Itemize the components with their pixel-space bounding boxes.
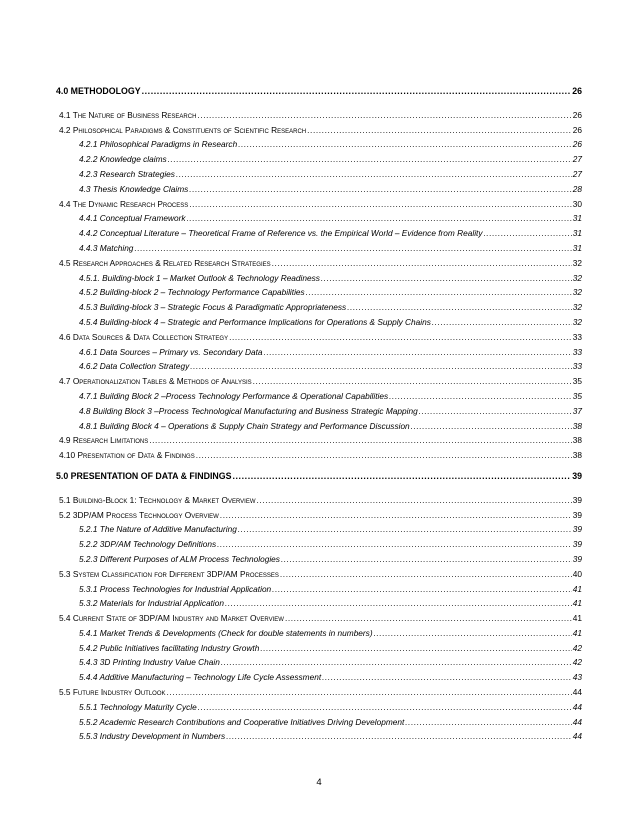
toc-section-entry[interactable] [56, 197, 582, 212]
toc-entry-page: 38 [572, 435, 582, 446]
toc-entry-label: 5.5.3 Industry Development in Numbers [79, 731, 226, 742]
toc-dot-leader [197, 108, 571, 123]
toc-entry-label: 4.8.1 Building Block 4 – Operations & Supply Chain Strategy and Performance Discussion [79, 420, 410, 431]
toc-entry-label: 4.5.4 Building-block 4 – Strategic and Performance Implications for Operations & Supply Chains [79, 316, 431, 327]
toc-entry-page: 38 [572, 420, 582, 431]
toc-entry-label: 4.3 Thesis Knowledge Claims [79, 183, 189, 194]
toc-entry-label: 5.2.1 The Nature of Additive Manufacturing [79, 524, 237, 535]
toc-dot-leader [189, 197, 572, 212]
toc-dot-leader [272, 582, 572, 597]
toc-entry-page: 37 [572, 405, 582, 416]
toc-entry-label: 5.5.2 Academic Research Contributions and Cooperative Initiatives Driving Development [79, 716, 405, 727]
toc-chapter-entry[interactable] [56, 469, 582, 484]
toc-entry-page: 31 [572, 242, 582, 253]
toc-section-entry[interactable] [56, 493, 582, 508]
toc-entry-label: 4.7.1 Building Block 2 –Process Technology Performance & Operational Capabilities [79, 390, 389, 401]
toc-dot-leader [321, 271, 572, 286]
toc-subsection-entry[interactable] [56, 641, 582, 656]
toc-dot-leader [167, 685, 572, 700]
toc-dot-leader [229, 330, 572, 345]
toc-entry-label: 4.5.2 Building-block 2 – Technology Performance Capabilities [79, 287, 305, 298]
toc-dot-leader [419, 404, 572, 419]
toc-entry-label: 5.4.1 Market Trends & Developments (Check for double statements in numbers) [79, 627, 373, 638]
toc-dot-leader [225, 596, 572, 611]
toc-entry-page: 32 [572, 272, 582, 283]
toc-entry-page: 35 [572, 376, 582, 387]
toc-entry-label: 4.10 Presentation of Data & Findings [59, 450, 195, 461]
toc-section-entry[interactable] [56, 508, 582, 523]
toc-section-entry[interactable] [56, 108, 582, 123]
toc-section-entry[interactable] [56, 330, 582, 345]
toc-entry-label: 5.5 Future Industry Outlook [59, 687, 166, 698]
toc-subsection-entry[interactable] [56, 359, 582, 374]
toc-entry-label: 4.1 The Nature of Business Research [59, 109, 197, 120]
toc-dot-leader [149, 433, 572, 448]
toc-entry-label: 5.4 Current State of 3DP/AM Industry and Market Overview [59, 613, 284, 624]
toc-dot-leader [347, 300, 572, 315]
toc-dot-leader [285, 611, 572, 626]
toc-entry-page: 43 [572, 672, 582, 683]
toc-dot-leader [190, 359, 572, 374]
toc-entry-label: 4.2.1 Philosophical Paradigms in Research [79, 139, 238, 150]
table-of-contents [56, 84, 582, 744]
toc-subsection-entry[interactable] [56, 715, 582, 730]
toc-entry-label: 4.2.3 Research Strategies [79, 168, 175, 179]
toc-subsection-entry[interactable] [56, 729, 582, 744]
toc-dot-leader [306, 285, 572, 300]
toc-subsection-entry[interactable] [56, 655, 582, 670]
toc-entry-page: 38 [572, 450, 582, 461]
toc-dot-leader [238, 137, 572, 152]
toc-entry-page: 32 [572, 316, 582, 327]
toc-section-entry[interactable] [56, 433, 582, 448]
toc-entry-label: 5.2.2 3DP/AM Technology Definitions [79, 539, 217, 550]
toc-entry-label: 5.2.3 Different Purposes of ALM Process Technologies [79, 553, 280, 564]
toc-subsection-entry[interactable] [56, 241, 582, 256]
toc-entry-label: 5.1 Building-Block 1: Technology & Market Overview [59, 494, 256, 505]
toc-dot-leader [220, 508, 572, 523]
toc-entry-page: 32 [572, 257, 582, 268]
toc-entry-page: 30 [572, 198, 582, 209]
toc-subsection-entry[interactable] [56, 226, 582, 241]
toc-entry-label: 4.4.1 Conceptual Framework [79, 213, 186, 224]
page-number: 4 [316, 777, 322, 788]
toc-entry-page: 31 [572, 213, 582, 224]
toc-dot-leader [217, 537, 572, 552]
toc-entry-page: 33 [572, 331, 582, 342]
toc-entry-label: 4.6.1 Data Sources – Primary vs. Secondary Data [79, 346, 263, 357]
toc-entry-label: 4.5 Research Approaches & Related Research Strategies [59, 257, 271, 268]
toc-dot-leader [257, 493, 572, 508]
toc-section-entry[interactable] [56, 567, 582, 582]
toc-entry-page: 39 [572, 553, 582, 564]
toc-subsection-entry[interactable] [56, 552, 582, 567]
toc-subsection-entry[interactable] [56, 596, 582, 611]
toc-dot-leader [226, 729, 572, 744]
toc-entry-label: 5.5.1 Technology Maturity Cycle [79, 701, 197, 712]
toc-entry-label: 4.5.3 Building-block 3 – Strategic Focus & Paradigmatic Appropriateness [79, 302, 347, 313]
toc-subsection-entry[interactable] [56, 537, 582, 552]
toc-entry-page: 41 [572, 598, 582, 609]
toc-dot-leader [176, 167, 572, 182]
toc-dot-leader [307, 123, 572, 138]
toc-entry-label: 5.4.3 3D Printing Industry Value Chain [79, 657, 220, 668]
toc-entry-label: 4.5.1. Building-block 1 – Market Outlook & Technology Readiness [79, 272, 320, 283]
toc-subsection-entry[interactable] [56, 300, 582, 315]
toc-entry-label: 5.4.4 Additive Manufacturing – Technology Life Cycle Assessment [79, 672, 322, 683]
toc-entry-label: 4.7 Operationalization Tables & Methods of Analysis [59, 376, 252, 387]
toc-dot-leader [189, 182, 571, 197]
toc-entry-label: 5.2 3DP/AM Process Technology Overview [59, 509, 219, 520]
toc-dot-leader [238, 522, 572, 537]
toc-entry-page: 26 [572, 124, 582, 135]
toc-entry-page: 41 [572, 627, 582, 638]
toc-dot-leader [411, 419, 572, 434]
toc-entry-page: 32 [572, 302, 582, 313]
toc-entry-page: 26 [572, 109, 582, 120]
toc-entry-page: 40 [572, 568, 582, 579]
toc-entry-page: 42 [572, 657, 582, 668]
toc-subsection-entry[interactable] [56, 315, 582, 330]
toc-dot-leader [134, 241, 571, 256]
toc-subsection-entry[interactable] [56, 345, 582, 360]
toc-entry-label: 5.3.1 Process Technologies for Industrial Application [79, 583, 272, 594]
toc-entry-label: 4.6 Data Sources & Data Collection Strategy [59, 331, 229, 342]
toc-entry-label: 4.2 Philosophical Paradigms & Constituents of Scientific Research [59, 124, 307, 135]
toc-dot-leader [232, 469, 571, 484]
toc-dot-leader [374, 626, 572, 641]
toc-entry-label: 4.4 The Dynamic Research Process [59, 198, 189, 209]
toc-entry-page: 35 [572, 390, 582, 401]
toc-subsection-entry[interactable] [56, 522, 582, 537]
toc-section-entry[interactable] [56, 374, 582, 389]
toc-entry-label: 4.0 METHODOLOGY [56, 86, 141, 96]
toc-subsection-entry[interactable] [56, 404, 582, 419]
toc-dot-leader [272, 256, 572, 271]
toc-entry-page: 27 [572, 168, 582, 179]
toc-entry-page: 33 [572, 361, 582, 372]
toc-subsection-entry[interactable] [56, 419, 582, 434]
toc-dot-leader [281, 552, 572, 567]
toc-entry-page: 44 [572, 687, 582, 698]
toc-dot-leader [168, 152, 572, 167]
toc-section-entry[interactable] [56, 256, 582, 271]
toc-dot-leader [432, 315, 572, 330]
toc-subsection-entry[interactable] [56, 582, 582, 597]
toc-section-entry[interactable] [56, 685, 582, 700]
toc-subsection-entry[interactable] [56, 152, 582, 167]
toc-dot-leader [322, 670, 572, 685]
toc-entry-page: 33 [572, 346, 582, 357]
toc-dot-leader [221, 655, 572, 670]
toc-dot-leader [280, 567, 572, 582]
toc-section-entry[interactable] [56, 611, 582, 626]
toc-dot-leader [389, 389, 572, 404]
toc-entry-page: 44 [572, 716, 582, 727]
toc-subsection-entry[interactable] [56, 137, 582, 152]
toc-chapter-entry[interactable] [56, 84, 582, 99]
toc-entry-label: 5.0 PRESENTATION OF DATA & FINDINGS [56, 470, 232, 481]
toc-subsection-entry[interactable] [56, 389, 582, 404]
toc-entry-page: 41 [572, 613, 582, 624]
toc-entry-page: 39 [572, 539, 582, 550]
toc-subsection-entry[interactable] [56, 285, 582, 300]
toc-entry-page: 39 [572, 509, 582, 520]
toc-entry-label: 5.4.2 Public Initiatives facilitating Industry Growth [79, 642, 260, 653]
toc-dot-leader [142, 84, 572, 99]
toc-entry-page: 44 [572, 731, 582, 742]
toc-section-entry[interactable] [56, 123, 582, 138]
toc-dot-leader [253, 374, 572, 389]
toc-entry-page: 39 [572, 494, 582, 505]
toc-dot-leader [405, 715, 571, 730]
toc-dot-leader [484, 226, 572, 241]
toc-entry-page: 26 [572, 139, 582, 150]
toc-subsection-entry[interactable] [56, 182, 582, 197]
toc-entry-label: 4.4.2 Conceptual Literature – Theoretical Frame of Reference vs. the Empirical World – Evidence from Reality [79, 228, 483, 239]
toc-dot-leader [264, 345, 572, 360]
toc-entry-page: 41 [572, 583, 582, 594]
toc-subsection-entry[interactable] [56, 271, 582, 286]
toc-entry-label: 5.3 System Classification for Different 3DP/AM Processes [59, 568, 279, 579]
toc-entry-page: 28 [572, 183, 582, 194]
toc-entry-page: 26 [572, 86, 582, 96]
toc-subsection-entry[interactable] [56, 167, 582, 182]
toc-dot-leader [187, 211, 572, 226]
toc-entry-label: 4.9 Research Limitations [59, 435, 149, 446]
toc-entry-page: 32 [572, 287, 582, 298]
toc-entry-page: 42 [572, 642, 582, 653]
toc-subsection-entry[interactable] [56, 626, 582, 641]
toc-entry-label: 4.8 Building Block 3 –Process Technological Manufacturing and Business Strategic Mapping [79, 405, 418, 416]
toc-subsection-entry[interactable] [56, 211, 582, 226]
toc-entry-label: 4.4.3 Matching [79, 242, 134, 253]
toc-dot-leader [196, 448, 572, 463]
toc-entry-page: 39 [572, 470, 582, 481]
toc-entry-page: 27 [572, 154, 582, 165]
toc-subsection-entry[interactable] [56, 700, 582, 715]
toc-dot-leader [198, 700, 572, 715]
toc-subsection-entry[interactable] [56, 670, 582, 685]
toc-entry-label: 4.2.2 Knowledge claims [79, 154, 167, 165]
toc-dot-leader [260, 641, 571, 656]
toc-entry-label: 5.3.2 Materials for Industrial Application [79, 598, 224, 609]
toc-entry-page: 44 [572, 701, 582, 712]
toc-entry-page: 39 [572, 524, 582, 535]
toc-entry-label: 4.6.2 Data Collection Strategy [79, 361, 190, 372]
toc-entry-page: 31 [572, 228, 582, 239]
toc-section-entry[interactable] [56, 448, 582, 463]
